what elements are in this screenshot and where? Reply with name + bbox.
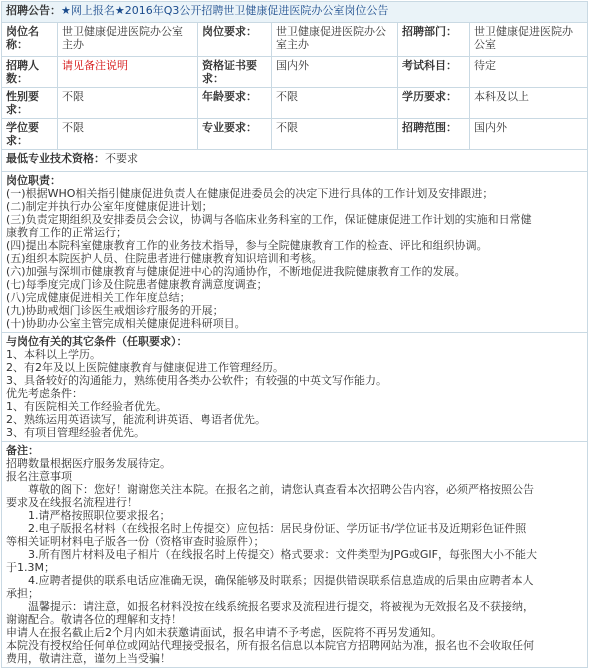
edu-label: 学历要求：	[398, 88, 470, 119]
duties-title: 岗位职责：	[6, 174, 61, 187]
duty-item: (四)提出本院科室健康教育工作的业务技术指导，参与全院健康教育工作的检查、评比和组织协调。	[6, 239, 488, 252]
recruitment-table	[1, 1, 588, 668]
duty-item: (五)组织本院医护人员、住院患者进行健康教育知识培训和考核。	[6, 252, 323, 265]
condition-item: 2、有2年及以上医院健康教育与健康促进工作管理经历。	[6, 361, 284, 374]
exam-value: 待定	[470, 57, 588, 88]
conditions-section	[2, 333, 588, 442]
condition-item: 3、有项目管理经验者优先。	[6, 426, 145, 439]
duty-item: (六)加强与深圳市健康教育与健康促进中心的沟通协作，不断地促进我院健康教育工作的发展。	[6, 265, 466, 278]
title-text[interactable]: ★网上报名★2016年Q3公开招聘世卫健康促进医院办公室岗位公告	[61, 4, 389, 17]
scope-value: 国内外	[470, 119, 588, 150]
remark-line: 谢谢配合。敬请各位的理解和支持！	[6, 613, 182, 626]
remark-line: 承担；	[6, 587, 39, 600]
min-title-label: 最低专业技术资格：	[6, 152, 105, 165]
remark-line: 等相关证明材料电子版各一份（资格审查时验原件）；	[6, 535, 265, 548]
age-value: 不限	[272, 88, 398, 119]
post-name-value: 世卫健康促进医院办公室主办	[58, 23, 198, 57]
post-req-label: 岗位要求：	[198, 23, 272, 57]
degree-label: 学位要求：	[2, 119, 58, 150]
major-value: 不限	[272, 119, 398, 150]
remark-line: 温馨提示：请注意，如报名材料没按在线系统报名要求及流程进行提交，将被视为无效报名及不获接纳，	[6, 600, 534, 613]
duty-item: (三)负责定期组织及安排委员会会议，协调与各临床业务科室的工作，保证健康促进工作计划的实施和日常健	[6, 213, 532, 226]
age-label: 年龄要求：	[198, 88, 272, 119]
duty-item: (九)协助戒烟门诊医生戒烟诊疗服务的开展；	[6, 304, 224, 317]
duties-section	[2, 172, 588, 333]
scope-label: 招聘范围：	[398, 119, 470, 150]
remark-line: 要求及在线报名流程进行！	[6, 496, 138, 509]
remark-line: 费用，敬请注意，谨勿上当受骗！	[6, 652, 171, 665]
count-label: 招聘人数：	[2, 57, 58, 88]
remark-line: 招聘数量根据医疗服务发展待定。	[6, 457, 171, 470]
post-req-value: 世卫健康促进医院办公室主办	[272, 23, 398, 57]
condition-item: 1、有医院相关工作经验者优先。	[6, 400, 167, 413]
min-title-value: 不要求	[105, 152, 138, 165]
edu-value: 本科及以上	[470, 88, 588, 119]
count-value: 请见备注说明	[58, 57, 198, 88]
title-cell	[2, 2, 588, 23]
remark-line: 本院没有授权给任何单位或网站代理接受报名，所有报名信息以本院官方招聘网站为准，报名也不会收取任何	[6, 639, 534, 652]
remarks-section	[2, 442, 588, 668]
duty-item: (一)根据WHO相关指引健康促进负责人在健康促进委员会的决定下进行具体的工作计划及安排跟进；	[6, 187, 494, 200]
condition-item: 3、具备较好的沟通能力，熟练使用各类办公软件；有较强的中英文写作能力。	[6, 374, 387, 387]
duty-item: (二)制定并执行办公室年度健康促进计划；	[6, 200, 213, 213]
condition-item: 优先考虑条件：	[6, 387, 83, 400]
remark-line: 尊敬的阁下：您好！谢谢您关注本院。在报名之前，请您认真查看本次招聘公告内容，必须严格按照公告	[6, 483, 534, 496]
condition-item: 1、本科以上学历。	[6, 348, 101, 361]
gender-value: 不限	[58, 88, 198, 119]
dept-label: 招聘部门：	[398, 23, 470, 57]
duty-item: (十)协助办公室主管完成相关健康促进科研项目。	[6, 317, 246, 330]
remark-line: 3.所有图片材料及电子相片（在线报名时上传提交）格式要求：文件类型为JPG或GIF，每张图大小不能大	[6, 548, 537, 561]
duty-item: 康教育工作的正常运行；	[6, 226, 127, 239]
conditions-title: 与岗位有关的其它条件（任职要求）：	[6, 335, 188, 348]
major-label: 专业要求：	[198, 119, 272, 150]
remark-line: 报名注意事项	[6, 470, 72, 483]
remark-line: 于1.3M；	[6, 561, 55, 574]
remark-line: 申请人在报名截止后2个月内如未获邀请面试，报名申请不予考虑，医院将不再另发通知。	[6, 626, 442, 639]
remark-line: 1.请严格按照职位要求报名；	[6, 509, 171, 522]
exam-label: 考试科目：	[398, 57, 470, 88]
cert-label: 资格证书要求：	[198, 57, 272, 88]
remark-line: 4.应聘者提供的联系电话应准确无误，确保能够及时联系；因提供错误联系信息造成的后果由应聘者本人	[6, 574, 534, 587]
dept-value: 世卫健康促进医院办公室	[470, 23, 588, 57]
duty-item: (八)完成健康促进相关工作年度总结；	[6, 291, 191, 304]
gender-label: 性别要求：	[2, 88, 58, 119]
degree-value: 不限	[58, 119, 198, 150]
remarks-title: 备注：	[6, 444, 39, 457]
remark-line: 2.电子版报名材料（在线报名时上传提交）应包括：居民身份证、学历证书/学位证书及近期彩色证件照	[6, 522, 527, 535]
post-name-label: 岗位名称：	[2, 23, 58, 57]
duty-item: (七)每季度完成门诊及住院患者健康教育满意度调查；	[6, 278, 268, 291]
title-label: 招聘公告：	[6, 4, 61, 17]
condition-item: 2、熟练运用英语读写，能流利讲英语、粤语者优先。	[6, 413, 266, 426]
min-title-cell	[2, 150, 588, 172]
cert-value: 国内外	[272, 57, 398, 88]
